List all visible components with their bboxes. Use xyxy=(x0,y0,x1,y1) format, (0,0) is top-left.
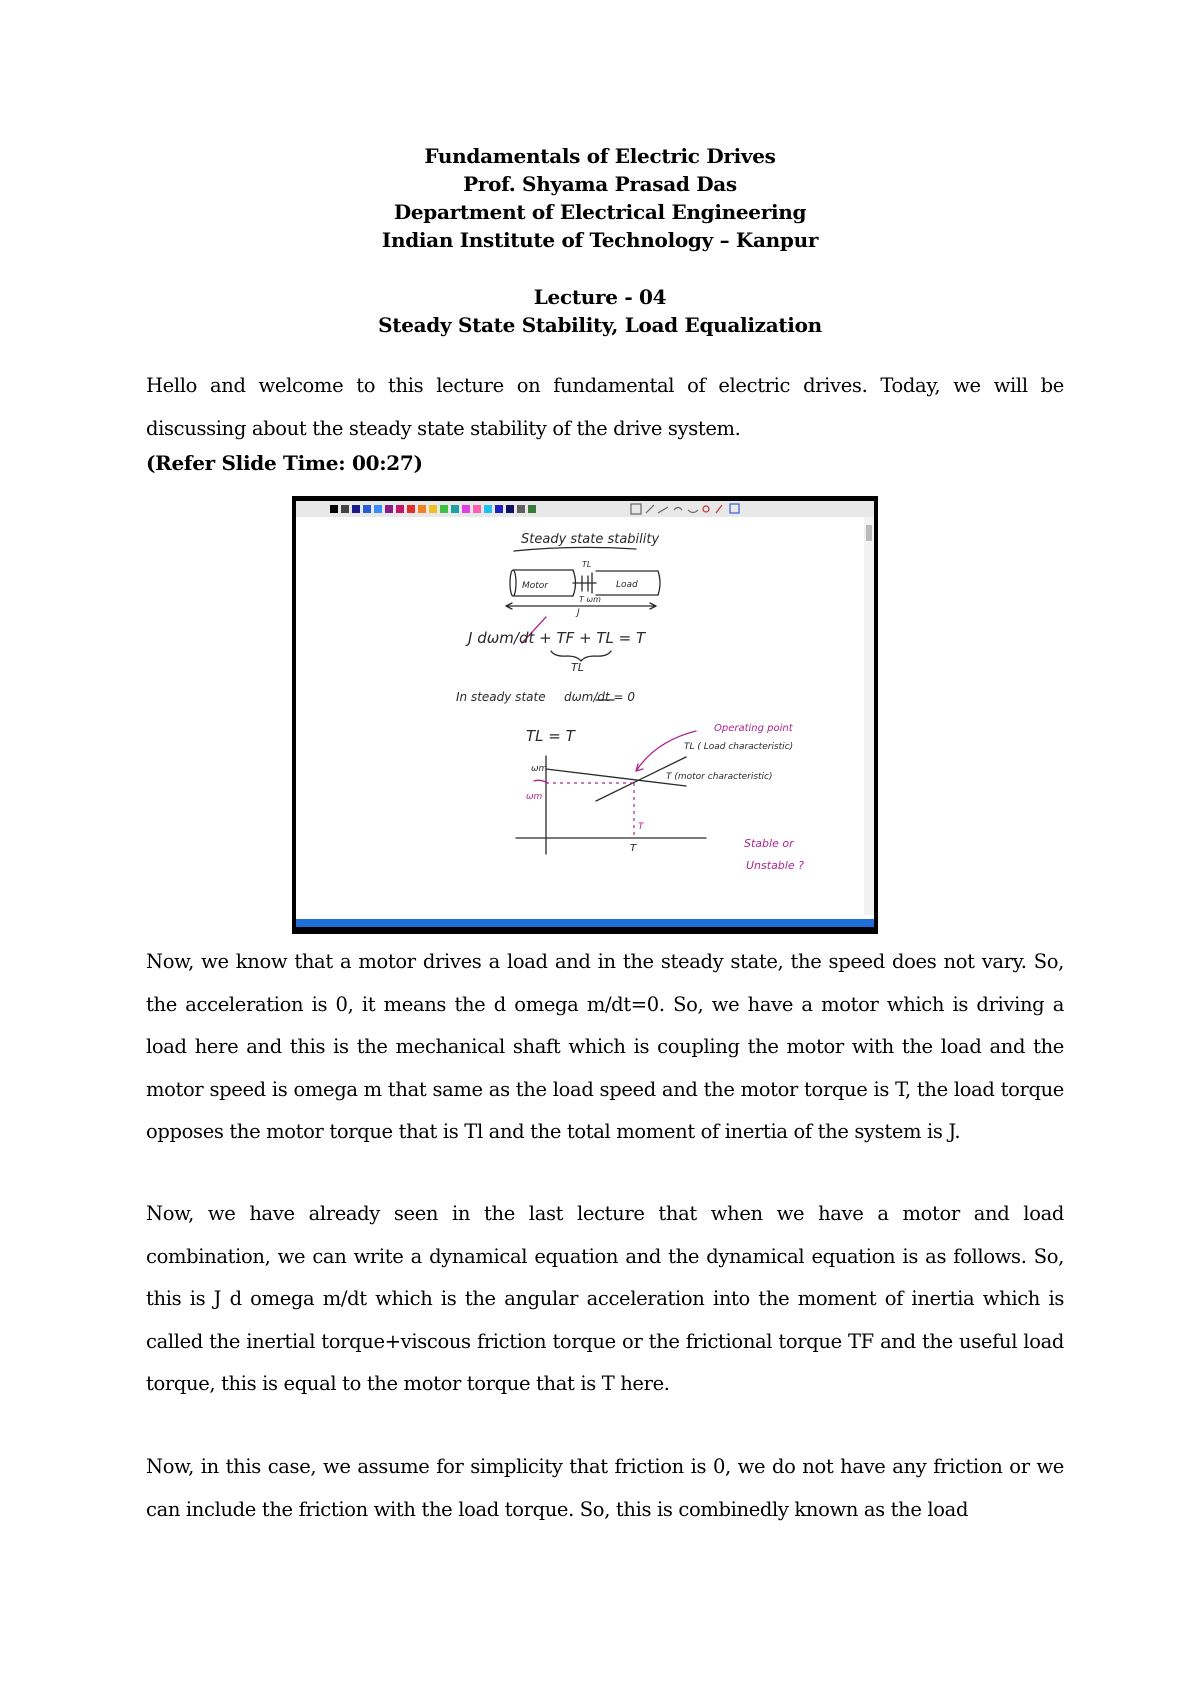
scroll-bar xyxy=(296,919,874,927)
course-title: Fundamentals of Electric Drives xyxy=(424,144,776,168)
slide-grouped-label: TL xyxy=(571,661,584,674)
document-header xyxy=(0,142,1200,254)
slide-screenshot xyxy=(292,496,878,934)
slide-motor-char: T (motor characteristic) xyxy=(666,772,773,782)
slide-axis-wm1: ωm xyxy=(531,764,548,774)
institute-name: Indian Institute of Technology – Kanpur xyxy=(381,228,819,252)
lecture-number: Lecture - 04 xyxy=(533,285,667,309)
slide-axis-t2: T xyxy=(630,843,637,854)
slide-load-label: Load xyxy=(616,580,638,590)
slide-question-line1: Stable or xyxy=(744,837,794,850)
slide-canvas xyxy=(296,501,874,927)
professor-name: Prof. Shyama Prasad Das xyxy=(463,172,737,196)
slide-operating-point: Operating point xyxy=(714,723,793,734)
slide-j-label: J xyxy=(577,608,580,618)
slide-steady-state-eq: dωm/dt = 0 xyxy=(564,690,636,704)
paragraph-1: Now, we know that a motor drives a load and in the steady state, the speed does not vary. So, the acceleration is 0, it means the d omega m/dt=0. So, we have a motor which is driving a load here and this is the mechanical shaft which is coupling the motor with the load and the motor speed is omega m that same as the load speed and the motor torque is T, the load torque opposes the motor torque that is Tl and the total moment of inertia of the system is J. xyxy=(146,950,1064,1143)
slide-reference: (Refer Slide Time: 00:27) xyxy=(146,451,423,475)
slide-equality: TL = T xyxy=(526,727,575,745)
slide-question-line2: Unstable ? xyxy=(746,859,804,872)
slide-wm-label: T ωm xyxy=(579,595,601,604)
slide-axis-t1: T xyxy=(638,822,644,832)
slide-axis-wm2: ωm xyxy=(526,792,543,802)
paragraph-2: Now, we have already seen in the last lecture that when we have a motor and load combination, we can write a dynamical equation and the dynamical equation is as follows. So, this is J d omega m/dt which is the angular acceleration into the moment of inertia which is called the inertial torque+viscous friction torque or the frictional torque TF and the useful load torque, this is equal to the motor torque that is T here. xyxy=(146,1202,1064,1395)
paragraph-3: Now, in this case, we assume for simplicity that friction is 0, we do not have any friction or we can include the friction with the load torque. So, this is combinedly known as the load xyxy=(146,1455,1064,1521)
lecture-title: Steady State Stability, Load Equalization xyxy=(378,313,822,337)
slide-tl-label: TL xyxy=(582,560,592,569)
slide-motor-label: Motor xyxy=(522,581,549,591)
slide-drawing xyxy=(296,501,874,927)
toolbar xyxy=(296,501,874,517)
lecture-heading xyxy=(0,283,1200,339)
slide-load-char: TL ( Load characteristic) xyxy=(684,742,794,752)
slide-title: Steady state stability xyxy=(521,532,660,547)
slide-equation: J dωm/dt + TF + TL = T xyxy=(468,629,646,647)
intro-paragraph: Hello and welcome to this lecture on fundamental of electric drives. Today, we will be discussing about the steady state stability of the drive system. xyxy=(146,374,1064,440)
department-name: Department of Electrical Engineering xyxy=(393,200,807,224)
slide-steady-state-text: In steady state xyxy=(456,690,546,704)
